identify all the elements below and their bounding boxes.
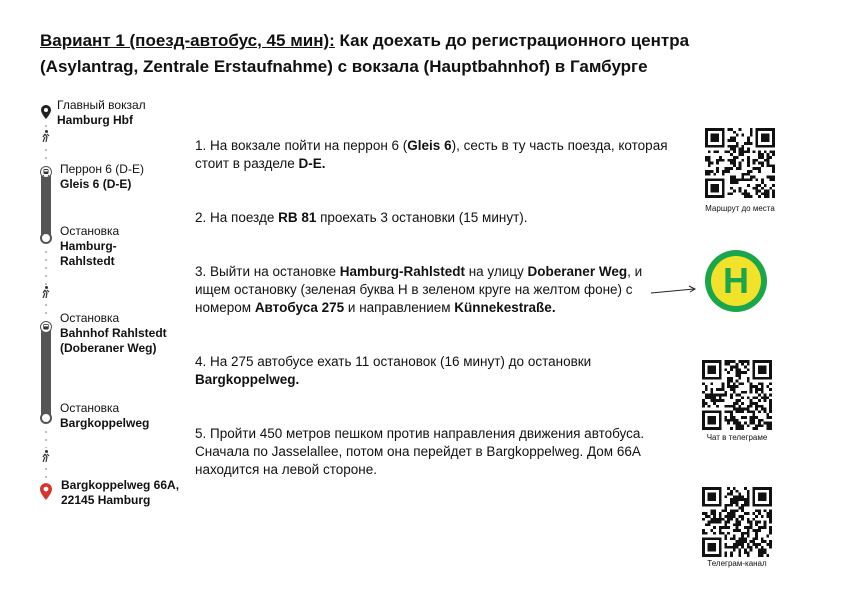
qr-code-telegram-channel[interactable] bbox=[702, 487, 772, 557]
destination-address: Bargkoppelweg 66A, 22145 Hamburg bbox=[61, 478, 180, 507]
qr-code-route[interactable] bbox=[705, 128, 775, 198]
step-1: 1. На вокзале пойти на перрон 6 (Gleis 6), сесть в ту часть поезда, которая стоит в разделе D-E. bbox=[195, 138, 668, 171]
walk-dots bbox=[45, 428, 47, 448]
stop-hamburg-hbf: Главный вокзал Hamburg Hbf bbox=[57, 98, 146, 127]
walk-dots bbox=[45, 146, 47, 164]
stop-marker bbox=[40, 412, 52, 424]
qr-code-telegram-chat[interactable] bbox=[702, 360, 772, 430]
arrow-icon bbox=[650, 284, 698, 298]
walking-person-icon bbox=[41, 450, 51, 462]
step-4: 4. На 275 автобусе ехать 11 остановок (16 минут) до остановки Bargkoppelweg. bbox=[195, 354, 592, 387]
stop-gleis-6: Перрон 6 (D-E) Gleis 6 (D-E) bbox=[60, 162, 144, 191]
bus-icon bbox=[40, 321, 52, 333]
stop-hamburg-rahlstedt: Остановка Hamburg-Rahlstedt bbox=[60, 224, 120, 268]
title-line2: (Asylantrag, Zentrale Erstaufnahme) с вокзала (Hauptbahnhof) в Гамбурге bbox=[40, 57, 648, 76]
destination-pin-icon bbox=[40, 483, 52, 500]
page-title bbox=[40, 28, 800, 80]
stop-marker bbox=[40, 232, 52, 244]
step-2: 2. На поезде RB 81 проехать 3 остановки (15 минут). bbox=[195, 210, 528, 225]
qr-caption-route: Маршрут до места bbox=[705, 204, 775, 213]
walk-dots bbox=[45, 465, 47, 481]
qr-caption-telegram-chat: Чат в телеграме bbox=[706, 433, 768, 442]
walk-dots bbox=[45, 248, 47, 286]
bus-stop-sign-icon bbox=[705, 250, 767, 312]
stop-bahnhof-rahlstedt: Остановка Bahnhof Rahlstedt (Doberaner Weg) bbox=[60, 311, 167, 355]
step-3: 3. Выйти на остановке Hamburg-Rahlstedt на улицу Doberaner Weg, и ищем остановку (зеленая буква Н в зеленом круге на желтом фоне) с номером Автобуса 275 и направлением Künnekestraße. bbox=[195, 264, 643, 315]
train-icon bbox=[40, 166, 52, 178]
qr-caption-telegram-channel: Телеграм-канал bbox=[707, 559, 767, 568]
walk-dots bbox=[45, 301, 47, 319]
walking-person-icon bbox=[41, 130, 51, 142]
step-5: 5. Пройти 450 метров пешком против направления движения автобуса. Сначала по Jasselallee, потом она перейдет в Bargkoppelweg. Дом 66А находится на левой стороне. bbox=[195, 426, 645, 477]
walking-person-icon bbox=[41, 286, 51, 298]
stop-bargkoppelweg: Остановка Bargkoppelweg bbox=[60, 401, 150, 430]
bus-segment bbox=[41, 321, 51, 419]
title-line1: Как доехать до регистрационного центра bbox=[339, 31, 690, 50]
bus-stop-letter: H bbox=[711, 256, 761, 306]
variant-label: Вариант 1 (поезд-автобус, 45 мин): bbox=[40, 31, 335, 50]
location-pin-icon bbox=[41, 105, 51, 119]
